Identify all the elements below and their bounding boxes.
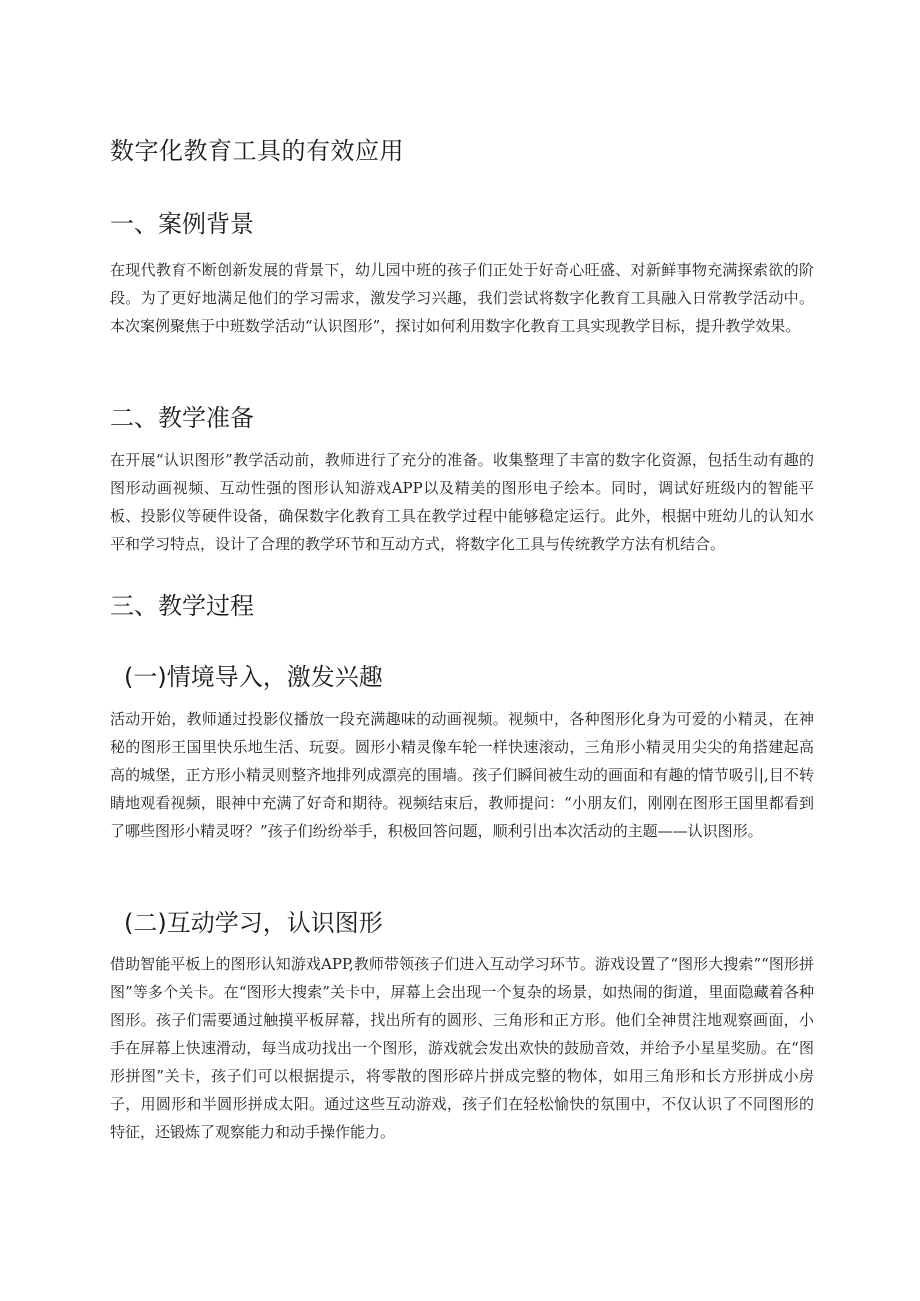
subsection-heading-introduction: (一)情境导入，激发兴趣 [124, 663, 383, 691]
section-heading-preparation: 二、教学准备 [110, 404, 254, 432]
subsection-paragraph-introduction: 活动开始，教师通过投影仪播放一段充满趣味的动画视频。视频中，各种图形化身为可爱的小精灵，在神秘的图形王国里快乐地生活、玩耍。圆形小精灵像车轮一样快速滚动，三角形小精灵用尖尖的角搭建起高高的城堡，正方形小精灵则整齐地排列成漂亮的围墙。孩子们瞬间被生动的画面和有趣的情节吸引|,目不转睛地观看视频，眼神中充满了好奇和期待。视频结束后，教师提问：“小朋友们，刚刚在图形王国里都看到了哪些图形小精灵呀？”孩子们纷纷举手，积极回答问题，顺利引出本次活动的主题——认识图形。 [110, 710, 814, 840]
document-title: 数字化教育工具的有效应用 [110, 137, 404, 165]
subsection-heading-interactive-learning: (二)互动学习，认识图形 [124, 909, 383, 937]
section-paragraph-preparation: 在开展“认识图形”教学活动前，教师进行了充分的准备。收集整理了丰富的数字化资源，包括生动有趣的图形动画视频、互动性强的图形认知游戏APP以及精美的图形电子绘本。同时，调试好班级内的智能平板、投影仪等硬件设备，确保数字化教育工具在教学过程中能够稳定运行。此外，根据中班幼儿的认知水平和学习特点，设计了合理的教学环节和互动方式，将数字化工具与传统教学方法有机结合。 [110, 451, 814, 553]
section-paragraph-background: 在现代教育不断创新发展的背景下，幼儿园中班的孩子们正处于好奇心旺盛、对新鲜事物充满探索欲的阶段。为了更好地满足他们的学习需求，激发学习兴趣，我们尝试将数字化教育工具融入日常教学活动中。本次案例聚焦于中班数学活动“认识图形”，探讨如何利用数字化教育工具实现教学目标，提升教学效果。 [110, 261, 814, 335]
subsection-paragraph-interactive-learning: 借助智能平板上的图形认知游戏APP,教师带领孩子们进入互动学习环节。游戏设置了“图形大搜索”“图形拼图”等多个关卡。在“图形大搜索”关卡中，屏幕上会出现一个复杂的场景，如热闹的街道，里面隐藏着各种图形。孩子们需要通过触摸平板屏幕，找出所有的圆形、三角形和正方形。他们全神贯注地观察画面，小手在屏幕上快速滑动，每当成功找出一个图形，游戏就会发出欢快的鼓励音效，并给予小星星奖励。在“图形拼图”关卡，孩子们可以根据提示，将零散的图形碎片拼成完整的物体，如用三角形和长方形拼成小房子，用圆形和半圆形拼成太阳。通过这些互动游戏，孩子们在轻松愉快的氛围中，不仅认识了不同图形的特征，还锻炼了观察能力和动手操作能力。 [110, 955, 814, 1141]
section-heading-process: 三、教学过程 [110, 592, 254, 620]
section-heading-background: 一、案例背景 [110, 210, 254, 238]
